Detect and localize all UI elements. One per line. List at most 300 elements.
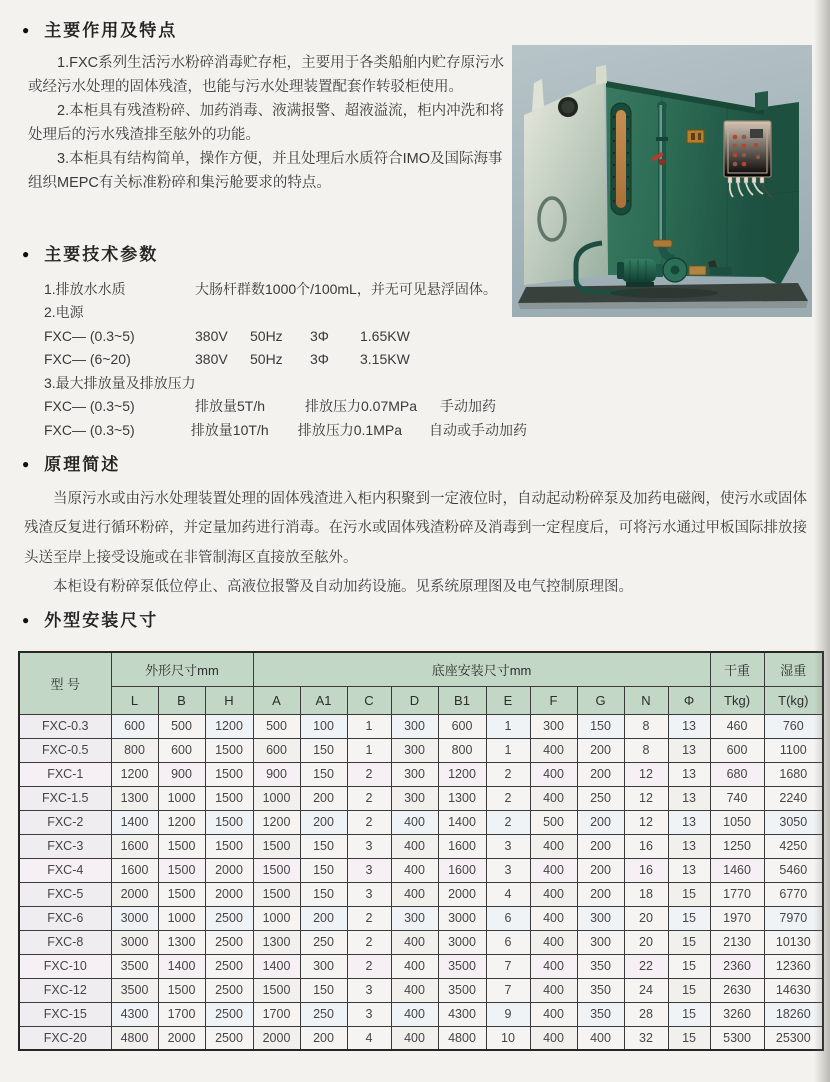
dimension-cell: 400: [530, 762, 577, 786]
dimensions-table: [18, 651, 824, 1051]
dimension-cell: 350: [577, 978, 624, 1002]
brass-fitting: [689, 266, 706, 275]
dimension-cell: 6: [486, 906, 530, 930]
discharge-rate: 排放量5T/h: [195, 398, 266, 415]
dimension-cell: 12: [624, 810, 668, 834]
dimension-cell: 15: [668, 930, 710, 954]
dimension-cell: 1500: [205, 786, 253, 810]
section-bullet-icon: ●: [22, 22, 32, 37]
dosing-mode: 手动加药: [440, 398, 496, 415]
features-paragraph-3: 3.本柜具有结构简单，操作方便，并且处理后水质符合IMO及国际海事组织MEPC有关标准粉碎和集污舱要求的特点。: [28, 151, 503, 192]
dimension-cell: 400: [530, 738, 577, 762]
table-row: [19, 738, 823, 762]
dimension-cell: 20: [624, 930, 668, 954]
dimension-cell: 14630: [764, 978, 823, 1002]
dimension-cell: 15: [668, 1026, 710, 1050]
lifting-lug-icon: [755, 91, 768, 111]
dimension-cell: 2: [486, 786, 530, 810]
dimension-cell: 400: [391, 954, 438, 978]
dimension-cell: 3000: [111, 930, 158, 954]
dimension-cell: 400: [530, 1002, 577, 1026]
dimension-cell: 400: [530, 954, 577, 978]
section-title-principle: [22, 450, 816, 475]
dimension-cell: 5460: [764, 858, 823, 882]
dimension-cell: 600: [158, 738, 205, 762]
dimension-cell: 2500: [205, 930, 253, 954]
dimension-cell: 300: [391, 738, 438, 762]
dimension-cell: 15: [668, 1002, 710, 1026]
dimension-cell: 1770: [710, 882, 764, 906]
dimension-cell: 300: [530, 714, 577, 738]
dimension-cell: 1: [486, 714, 530, 738]
dimension-cell: 300: [577, 930, 624, 954]
dimension-cell: 8: [624, 738, 668, 762]
dimension-cell: 3: [347, 882, 391, 906]
dimension-cell: 250: [300, 930, 347, 954]
model-cell: FXC-1.5: [19, 786, 111, 810]
dimension-cell: 13: [668, 834, 710, 858]
power-row: [44, 324, 527, 348]
dimension-cell: 24: [624, 978, 668, 1002]
dimension-cell: 25300: [764, 1026, 823, 1050]
dimension-cell: 400: [530, 882, 577, 906]
dimension-cell: 900: [253, 762, 300, 786]
header-base-group: 底座安装尺寸mm: [253, 652, 710, 686]
dimension-cell: 740: [710, 786, 764, 810]
dimension-cell: 1200: [438, 762, 486, 786]
principle-body: [24, 485, 816, 602]
dimension-cell: 1680: [764, 762, 823, 786]
dimension-cell: 2000: [438, 882, 486, 906]
header-col: N: [624, 686, 668, 714]
dimension-cell: 1200: [205, 714, 253, 738]
principle-paragraph-2: 本柜设有粉碎泵低位停止、高液位报警及自动加药设施。见系统原理图及电气控制原理图。: [53, 578, 633, 595]
table-row: [19, 930, 823, 954]
dimension-cell: 2000: [253, 1026, 300, 1050]
dimension-cell: 2000: [205, 882, 253, 906]
dimension-cell: 4800: [111, 1026, 158, 1050]
section-bullet-icon: ●: [22, 246, 32, 261]
header-col: F: [530, 686, 577, 714]
dimension-cell: 3: [347, 978, 391, 1002]
header-dry-weight: 干重: [710, 652, 764, 686]
dimension-cell: 800: [111, 738, 158, 762]
level-gauge: [611, 103, 631, 215]
dimension-cell: 1400: [111, 810, 158, 834]
dimension-cell: 400: [391, 978, 438, 1002]
dimension-cell: 1500: [253, 978, 300, 1002]
equipment-photo-illustration: [512, 45, 812, 317]
features-paragraph-1: 1.FXC系列生活污水粉碎消毒贮存柜，主要用于各类船舶内贮存原污水或经污水处理的固体残渣，也能与污水处理装置配套作转驳柜使用。: [28, 55, 505, 96]
dimension-cell: 2630: [710, 978, 764, 1002]
table-row: [19, 978, 823, 1002]
section-features: [22, 16, 510, 195]
table-row: [19, 954, 823, 978]
dimension-cell: 2500: [205, 906, 253, 930]
dimension-cell: 200: [577, 810, 624, 834]
model-cell: FXC-5: [19, 882, 111, 906]
dimension-cell: 300: [577, 906, 624, 930]
dimension-cell: 4300: [438, 1002, 486, 1026]
power-label: 2.电源: [44, 304, 84, 321]
dimension-cell: 200: [300, 906, 347, 930]
dimension-cell: 13: [668, 786, 710, 810]
dimension-cell: 400: [391, 810, 438, 834]
dimension-cell: 1600: [111, 858, 158, 882]
dimension-cell: 600: [710, 738, 764, 762]
dimension-cell: 3050: [764, 810, 823, 834]
dimension-cell: 1: [347, 714, 391, 738]
section-title-dimensions: [22, 606, 824, 631]
dimension-cell: 300: [391, 762, 438, 786]
discharge-row: [44, 395, 527, 419]
dimension-cell: 1100: [764, 738, 823, 762]
dimension-cell: 300: [391, 714, 438, 738]
dimension-cell: 2500: [205, 954, 253, 978]
power-rating: 1.65KW: [360, 327, 410, 344]
dimension-cell: 4: [486, 882, 530, 906]
discharge-label: 3.最大排放量及排放压力: [44, 374, 196, 391]
dimension-cell: 1500: [158, 978, 205, 1002]
dimension-cell: 3: [347, 858, 391, 882]
dimension-cell: 150: [300, 738, 347, 762]
dimension-cell: 15: [668, 906, 710, 930]
dimension-cell: 3500: [111, 954, 158, 978]
dimension-cell: 2: [486, 762, 530, 786]
dimension-cell: 300: [391, 906, 438, 930]
table-row: [19, 834, 823, 858]
discharge-row: [44, 418, 527, 442]
dimension-cell: 22: [624, 954, 668, 978]
dimension-cell: 500: [158, 714, 205, 738]
dimension-cell: 400: [391, 834, 438, 858]
table-row: [19, 714, 823, 738]
dimension-cell: 1000: [253, 786, 300, 810]
voltage: 380V: [195, 351, 228, 368]
dimension-cell: 150: [300, 858, 347, 882]
table-row: [19, 906, 823, 930]
dimension-cell: 500: [530, 810, 577, 834]
lifting-lug-icon: [596, 65, 607, 85]
dimension-cell: 600: [438, 714, 486, 738]
header-col: D: [391, 686, 438, 714]
features-paragraph-2: 2.本柜具有残渣粉碎、加药消毒、液满报警、超液溢流，柜内冲洗和将处理后的污水残渣排至舷外的功能。: [28, 103, 505, 144]
tech-params-title-text: 主要技术参数: [44, 245, 159, 264]
dimension-cell: 200: [300, 810, 347, 834]
dimension-cell: 1500: [253, 834, 300, 858]
model-range: FXC— (0.3~5): [44, 421, 135, 438]
section-tech-params: [22, 240, 527, 442]
dimension-cell: 2240: [764, 786, 823, 810]
dimension-cell: 2500: [205, 978, 253, 1002]
dimension-cell: 1250: [710, 834, 764, 858]
power-rating: 3.15KW: [360, 351, 410, 368]
header-col: A1: [300, 686, 347, 714]
dimension-cell: 1500: [253, 858, 300, 882]
features-body: [28, 51, 510, 195]
dimension-cell: 1400: [253, 954, 300, 978]
dimension-cell: 16: [624, 834, 668, 858]
dimension-cell: 13: [668, 738, 710, 762]
dimension-cell: 18260: [764, 1002, 823, 1026]
dimension-cell: 2000: [158, 1026, 205, 1050]
dimension-cell: 3000: [111, 906, 158, 930]
dimension-cell: 9: [486, 1002, 530, 1026]
dimension-cell: 250: [300, 1002, 347, 1026]
dimension-cell: 1400: [158, 954, 205, 978]
panel-display: [750, 129, 763, 138]
dimension-cell: 400: [530, 930, 577, 954]
section-dimensions: [22, 606, 824, 1051]
dosing-mode: 自动或手动加药: [429, 421, 527, 438]
dimension-cell: 1500: [205, 810, 253, 834]
dimension-cell: 1200: [111, 762, 158, 786]
dimension-cell: 400: [530, 786, 577, 810]
table-row: [19, 858, 823, 882]
dimension-cell: 3500: [438, 978, 486, 1002]
header-col: L: [111, 686, 158, 714]
header-col: B: [158, 686, 205, 714]
dimension-cell: 350: [577, 954, 624, 978]
dimension-cell: 4: [347, 1026, 391, 1050]
dimension-cell: 1700: [158, 1002, 205, 1026]
table-row: [19, 786, 823, 810]
principle-paragraph-1: 当原污水或由污水处理装置处理的固体残渣进入柜内积聚到一定液位时，自动起动粉碎泵及加药电磁阀，使污水或固体残渣反复进行循环粉碎，并定量加药进行消毒。在污水或固体残渣粉碎及消毒到一定程度后，可将污水通过甲板国际排放接头送至岸上接受设施或在非管制海区直接放至舷外。: [24, 491, 807, 566]
dimension-cell: 1000: [253, 906, 300, 930]
model-cell: FXC-10: [19, 954, 111, 978]
dimension-cell: 4250: [764, 834, 823, 858]
dimension-cell: 2: [347, 810, 391, 834]
dimension-cell: 12: [624, 762, 668, 786]
dimension-cell: 15: [668, 954, 710, 978]
table-row: [19, 810, 823, 834]
principle-title-text: 原理简述: [44, 455, 121, 474]
nameplate: [687, 130, 704, 143]
dimension-cell: 1500: [158, 834, 205, 858]
dimension-cell: 3: [486, 834, 530, 858]
dimension-cell: 3500: [438, 954, 486, 978]
dimension-cell: 100: [300, 714, 347, 738]
dimension-cell: 10: [486, 1026, 530, 1050]
table-row: [19, 1002, 823, 1026]
header-model: 型 号: [19, 652, 111, 714]
pump-motor: [622, 259, 656, 282]
dimension-cell: 7970: [764, 906, 823, 930]
dimension-cell: 13: [668, 762, 710, 786]
dimension-cell: 400: [391, 858, 438, 882]
header-col: Φ: [668, 686, 710, 714]
dimension-cell: 7: [486, 978, 530, 1002]
dimension-cell: 2: [347, 762, 391, 786]
dimension-cell: 200: [577, 834, 624, 858]
dimension-cell: 4800: [438, 1026, 486, 1050]
voltage: 380V: [195, 327, 228, 344]
section-title-tech-params: [22, 240, 527, 265]
dimension-cell: 200: [577, 762, 624, 786]
model-cell: FXC-15: [19, 1002, 111, 1026]
dimension-cell: 1500: [253, 882, 300, 906]
dimension-cell: 400: [391, 1002, 438, 1026]
dimension-cell: 1: [347, 738, 391, 762]
dimension-cell: 1500: [205, 762, 253, 786]
dimension-cell: 3500: [111, 978, 158, 1002]
water-quality-value: 大肠杆群数1000个/100mL，并无可见悬浮固体。: [195, 280, 497, 297]
dimension-cell: 7: [486, 954, 530, 978]
dimensions-title-text: 外型安装尺寸: [44, 611, 159, 630]
dimension-cell: 150: [300, 834, 347, 858]
dimension-cell: 28: [624, 1002, 668, 1026]
discharge-rate: 排放量10T/h: [190, 421, 269, 438]
dimension-cell: 400: [577, 1026, 624, 1050]
dimension-cell: 300: [391, 786, 438, 810]
header-col: G: [577, 686, 624, 714]
discharge-pressure: 排放压力0.1MPa: [297, 421, 402, 438]
dimension-cell: 3: [347, 1002, 391, 1026]
dimension-cell: 400: [391, 930, 438, 954]
dimensions-table-body: [19, 714, 823, 1050]
dimension-cell: 1000: [158, 906, 205, 930]
dimension-cell: 2: [347, 906, 391, 930]
dimension-cell: 300: [300, 954, 347, 978]
header-col: B1: [438, 686, 486, 714]
dimension-cell: 680: [710, 762, 764, 786]
model-cell: FXC-6: [19, 906, 111, 930]
dimension-cell: 400: [530, 978, 577, 1002]
tech-params-body: [44, 277, 527, 442]
model-cell: FXC-12: [19, 978, 111, 1002]
header-col: H: [205, 686, 253, 714]
dimension-cell: 12: [624, 786, 668, 810]
model-cell: FXC-1: [19, 762, 111, 786]
model-range: FXC— (6~20): [44, 351, 131, 368]
dimension-cell: 1500: [205, 738, 253, 762]
dimension-cell: 2: [347, 930, 391, 954]
header-col: A: [253, 686, 300, 714]
dimension-cell: 2360: [710, 954, 764, 978]
dimension-cell: 1500: [158, 858, 205, 882]
dimension-cell: 2500: [205, 1026, 253, 1050]
discharge-pressure: 排放压力0.07MPa: [305, 398, 418, 415]
header-col: E: [486, 686, 530, 714]
dimension-cell: 200: [300, 1026, 347, 1050]
equipment-photo: [512, 45, 812, 317]
dimension-cell: 2000: [205, 858, 253, 882]
dimension-cell: 150: [300, 978, 347, 1002]
dimension-cell: 400: [530, 906, 577, 930]
section-bullet-icon: ●: [22, 612, 32, 627]
dimension-cell: 150: [577, 714, 624, 738]
model-range: FXC— (0.3~5): [44, 327, 135, 344]
dimension-cell: 2: [347, 786, 391, 810]
dimension-cell: 200: [577, 882, 624, 906]
dimension-cell: 1200: [253, 810, 300, 834]
dimension-cell: 1460: [710, 858, 764, 882]
dimension-cell: 1: [486, 738, 530, 762]
phase: 3Φ: [310, 327, 329, 344]
dimension-cell: 900: [158, 762, 205, 786]
table-row: [19, 1026, 823, 1050]
dimension-cell: 150: [300, 762, 347, 786]
dimension-cell: 400: [391, 882, 438, 906]
dimension-cell: 250: [577, 786, 624, 810]
dimension-cell: 13: [668, 858, 710, 882]
table-row: [19, 882, 823, 906]
model-cell: FXC-3: [19, 834, 111, 858]
dimension-cell: 32: [624, 1026, 668, 1050]
dimension-cell: 500: [253, 714, 300, 738]
model-cell: FXC-0.3: [19, 714, 111, 738]
dimension-cell: 1200: [158, 810, 205, 834]
dimension-cell: 3: [486, 858, 530, 882]
dimension-cell: 800: [438, 738, 486, 762]
dimension-cell: 350: [577, 1002, 624, 1026]
header-wet-weight: 湿重: [764, 652, 823, 686]
dimension-cell: 3000: [438, 930, 486, 954]
dimension-cell: 2500: [205, 1002, 253, 1026]
model-cell: FXC-4: [19, 858, 111, 882]
dimension-cell: 6: [486, 930, 530, 954]
dimension-cell: 460: [710, 714, 764, 738]
dimension-cell: 600: [253, 738, 300, 762]
dimension-cell: 4300: [111, 1002, 158, 1026]
dimension-cell: 1970: [710, 906, 764, 930]
dimension-cell: 15: [668, 882, 710, 906]
model-cell: FXC-0.5: [19, 738, 111, 762]
dimension-cell: 1300: [253, 930, 300, 954]
dimension-cell: 3000: [438, 906, 486, 930]
water-quality-line: [44, 277, 527, 301]
dimension-cell: 6770: [764, 882, 823, 906]
phase: 3Φ: [310, 351, 329, 368]
power-row: [44, 348, 527, 372]
dimension-cell: 20: [624, 906, 668, 930]
frequency: 50Hz: [250, 351, 283, 368]
model-cell: FXC-2: [19, 810, 111, 834]
features-title-text: 主要作用及特点: [44, 21, 178, 40]
dimension-cell: 400: [391, 1026, 438, 1050]
dimension-cell: 1700: [253, 1002, 300, 1026]
dimension-cell: 1300: [111, 786, 158, 810]
dimension-cell: 760: [764, 714, 823, 738]
dimension-cell: 1000: [158, 786, 205, 810]
dimension-cell: 150: [300, 882, 347, 906]
dimension-cell: 1050: [710, 810, 764, 834]
table-row: [19, 762, 823, 786]
dimension-cell: 2000: [111, 882, 158, 906]
dimension-cell: 1500: [158, 882, 205, 906]
dimension-cell: 400: [530, 1026, 577, 1050]
model-range: FXC— (0.3~5): [44, 398, 135, 415]
dimension-cell: 1400: [438, 810, 486, 834]
dimension-cell: 200: [577, 738, 624, 762]
dimension-cell: 200: [300, 786, 347, 810]
dimension-cell: 18: [624, 882, 668, 906]
header-col: C: [347, 686, 391, 714]
dimension-cell: 1300: [158, 930, 205, 954]
section-bullet-icon: ●: [22, 456, 32, 471]
header-col: Tkg): [710, 686, 764, 714]
dimension-cell: 13: [668, 714, 710, 738]
water-quality-label: 1.排放水水质: [44, 280, 126, 297]
header-outline-group: 外形尺寸mm: [111, 652, 253, 686]
dimension-cell: 1600: [111, 834, 158, 858]
section-principle: [22, 450, 816, 602]
frequency: 50Hz: [250, 327, 283, 344]
dimension-cell: 3: [347, 834, 391, 858]
header-col: T(kg): [764, 686, 823, 714]
dimensions-table-header: [19, 652, 823, 714]
dimension-cell: 1300: [438, 786, 486, 810]
